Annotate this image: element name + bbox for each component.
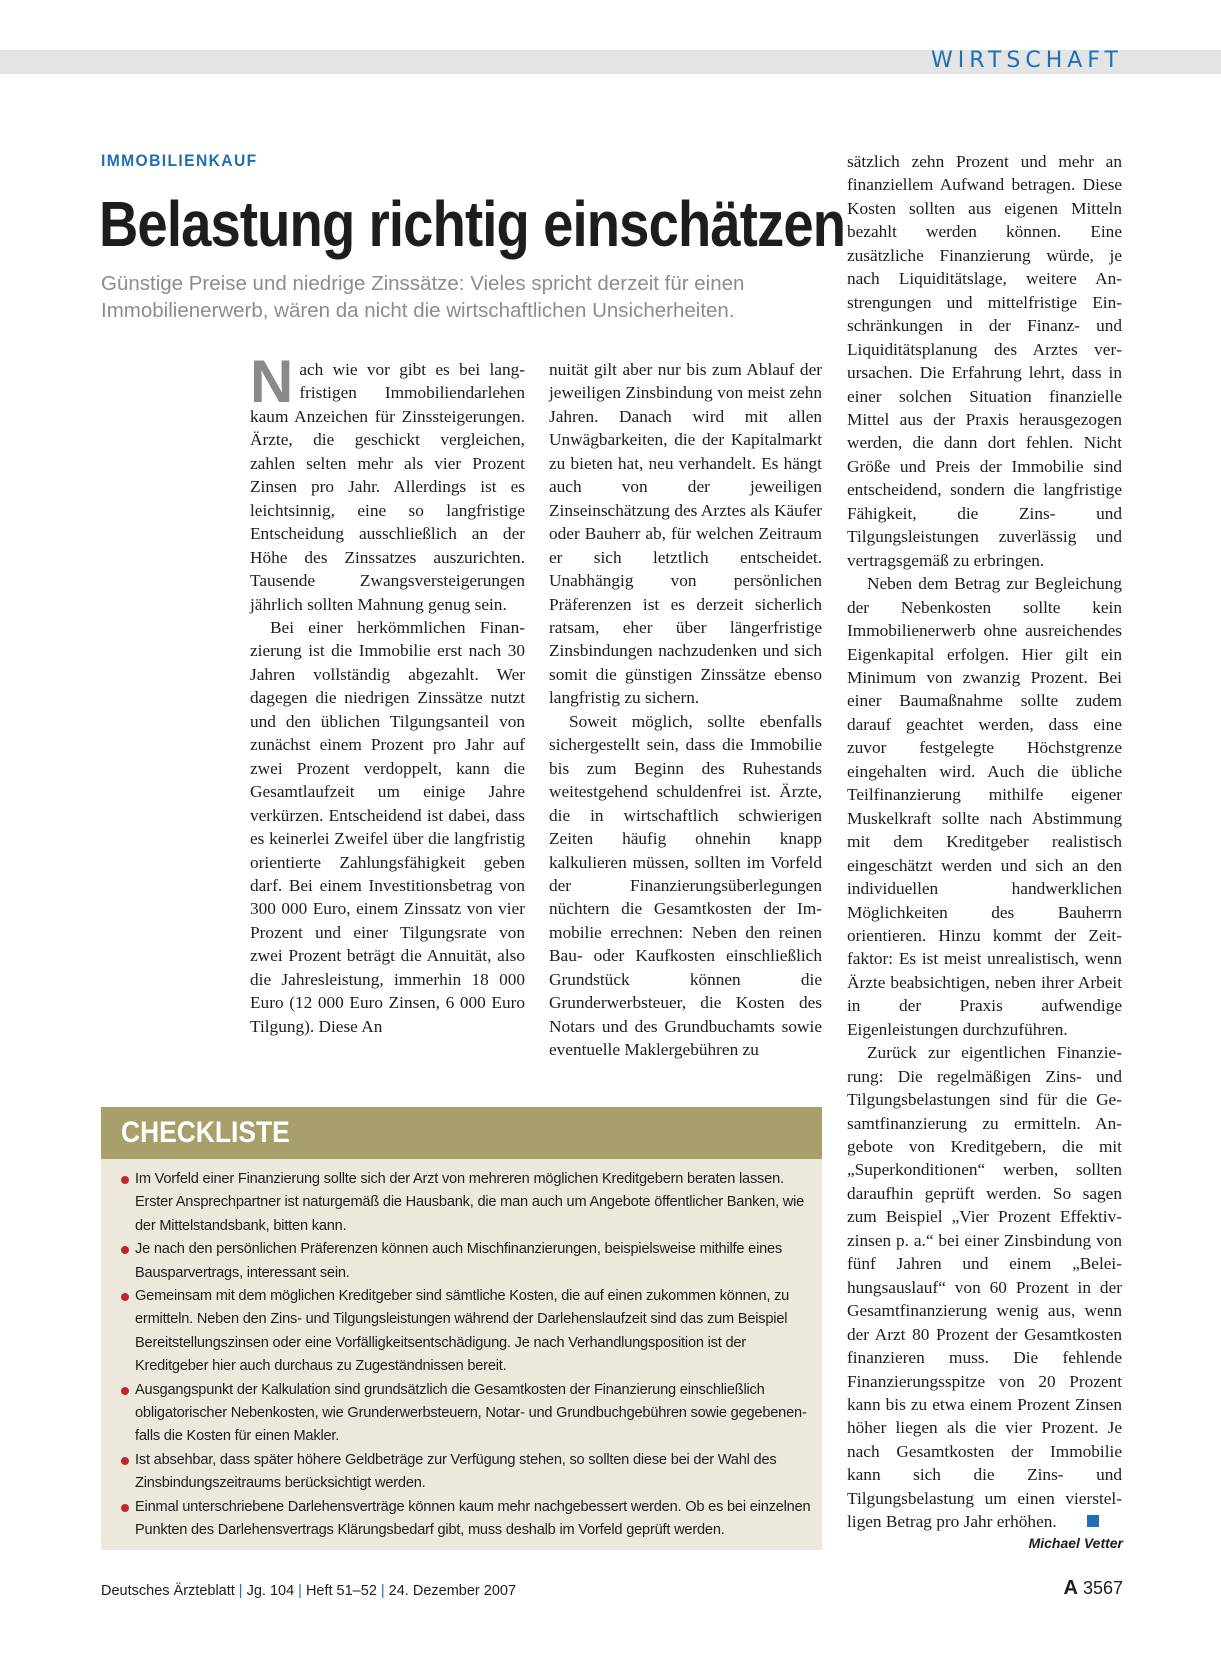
article-column-2 xyxy=(549,358,822,1062)
bullet-icon xyxy=(121,1176,129,1184)
page-number xyxy=(1063,1576,1123,1600)
bullet-icon xyxy=(121,1457,129,1465)
footer-citation xyxy=(101,1581,516,1601)
journal-volume: Jg. 104 xyxy=(246,1583,295,1599)
page-prefix: A xyxy=(1063,1577,1078,1599)
checklist-item-text: Einmal unterschriebene Darlehensverträge können kaum mehr nachgebessert werden. Ob es bei einzelnen Punkten des Darlehensvertrags Klärungsbedarf gibt, muss deshalb im Vorfeld geprüft werden. xyxy=(135,1498,811,1539)
checklist-item-text: Je nach den persönlichen Präferenzen können auch Mischfinanzierungen, beispielsweise mithilfe eines Bausparvertrags, interessant sein. xyxy=(135,1241,783,1281)
end-mark-icon xyxy=(1087,1515,1099,1527)
checklist-item-text: Gemeinsam mit dem möglichen Kreditgeber sind sämtliche Kosten, die auf einen zukommen können, zu ermitteln. Neben den Zins- und Tilgungsleistungen während der Darlehenslaufzeit sind das zum Beispiel Bereitstellungszinsen oder eine Vorfälligkeitsentschädigung. Je nach Verhandlungsposition ist der Kreditgeber hier auch durchaus zu Zugeständnissen bereit. xyxy=(135,1288,790,1375)
divider: | xyxy=(298,1583,302,1599)
paragraph-text: Zurück zur eigentlichen Finanzierung: Die regelmäßigen Zins- und Tilgungsbelastungen sind für die Gesamtfinanzierung zu ermitteln. Angebote von Kreditgebern, die mit „Superkonditionen“ werben, sollten daraufhin geprüft werden. So sagen zum Beispiel „Vier Prozent Effektivzinsen p. a.“ bei einer Zinsbindung von fünf Jahren und einem „Beleihungsauslauf“ von 60 Prozent in der Gesamtfinanzierung wenig aus, wenn der Arzt 80 Prozent der Gesamtkosten finanzieren muss. Die fehlende Finanzierungsspitze von 20 Prozent kann bis zu etwa einem Prozent Zinsen höher liegen als die vier Prozent. Je nach Gesamtkosten der Immobilie kann sich die Zins- und Tilgungsbelastung um einen vierstelligen Betrag pro Jahr erhöhen. xyxy=(847,1043,1122,1532)
paragraph: sätzlich zehn Prozent und mehr an finanziellem Aufwand betragen. Diese Kosten sollten aus eigenen Mitteln bezahlt werden können. Eine zusätzliche Finanzierung würde, je nach Liquiditätslage, weitere Anstrengungen und mittelfristige Einschränkungen in der Finanz- und Liquiditätsplanung des Arztes verursachen. Die Erfahrung lehrt, dass in einer solchen Situation finanzielle Mittel aus der Praxis herausgezogen werden, die dann dort fehlen. Nicht Größe und Preis der Immobilie sind entscheidend, sondern die langfristige Fähigkeit, die Zins- und Tilgungsleistungen zuverlässig und vertragsgemäß zu erbringen. xyxy=(847,152,1122,570)
bullet-icon xyxy=(121,1387,129,1395)
bullet-icon xyxy=(121,1293,129,1301)
checklist-box xyxy=(101,1107,822,1550)
paragraph: Neben dem Betrag zur Begleichung der Nebenkosten sollte kein Immobilienerwerb ohne ausreichendes Eigenkapital erfolgen. Hier gilt ein Minimum von zwanzig Prozent. Bei einer Baumaßnahme sollte zudem darauf geachtet werden, dass eine zuvor festgelegte Höchstgrenze eingehalten wird. Auch die übliche Teilfinanzierung mithilfe eigener Muskelkraft sollte nach Abstimmung mit dem Kreditgeber realistisch eingeschätzt werden und sich an den individuellen handwerklichen Möglichkeiten des Bauherrn orientieren. Hinzu kommt der Zeitfaktor: Es ist meist unrealistisch, wenn Ärzte beabsichtigen, neben ihrer Arbeit in der Praxis aufwendige Eigenleistungen durchzuführen. xyxy=(847,574,1122,1039)
paragraph: nuität gilt aber nur bis zum Ablauf der jeweiligen Zinsbindung von meist zehn Jahren. Danach wird mit allen Unwägbarkeiten, die der Kapitalmarkt zu bieten hat, neu verhandelt. Es hängt auch von der jeweiligen Zinseinschätzung des Arztes als Käufer oder Bauherr ab, für welchen Zeitraum er sich letztlich entscheidet. Unabhängig von persönlichen Präferenzen ist es derzeit sicherlich ratsam, eher über längerfristige Zinsbindungen nachzudenken und sich somit die günstigen Zinssätze ebenso langfristig zu sichern. xyxy=(549,360,822,708)
paragraph: Bei einer herkömmlichen Finanzierung ist die Immobilie erst nach 30 Jahren vollständig abgezahlt. Wer dagegen die niedrigen Zinssätze nutzt und den üblichen Tilgungsanteil von zunächst einem Prozent pro Jahr auf zwei Prozent verdoppelt, kann die Gesamtlaufzeit um einige Jahre verkürzen. Entscheidend ist dabei, dass es keinerlei Zweifel über die langfristig orientierte Zahlungsfähigkeit geben darf. Bei einem Investitionsbetrag von 300 000 Euro, einem Zinssatz von vier Prozent und einer Tilgungsrate von zwei Prozent beträgt die Annuität, also die Jahresleistung, immerhin 18 000 Euro (12 000 Euro Zinsen, 6 000 Euro Tilgung). Diese An xyxy=(250,617,525,1036)
checklist-title: CHECKLISTE xyxy=(121,1116,290,1149)
bullet-icon xyxy=(121,1246,129,1254)
article-column-3 xyxy=(847,150,1122,1534)
checklist-item-text: Ist absehbar, dass später höhere Geldbeträge zur Verfügung stehen, so sollten diese bei der Wahl des Zinsbindungszeitraums berücksichtigt werden. xyxy=(135,1451,777,1492)
article-lead: Günstige Preise und niedrige Zinssätze: Vieles spricht derzeit für einen Immobilienerwerb, wären da nicht die wirtschaftlichen Unsicherheiten. xyxy=(101,272,745,322)
section-label: WIRTSCHAFT xyxy=(931,48,1123,73)
page-number-value: 3567 xyxy=(1082,1578,1123,1598)
checklist-item xyxy=(121,1285,811,1379)
bullet-icon xyxy=(121,1504,129,1512)
author-name: Michael Vetter xyxy=(1028,1535,1123,1551)
checklist-item xyxy=(121,1496,811,1543)
paragraph-text: ach wie vor gibt es bei langfristigen Immobiliendarlehen kaum Anzeichen für Zinssteigerungen. Ärzte, die geschickt vergleichen, zahlen selten mehr als vier Prozent Zinsen pro Jahr. Allerdings ist es leichtsinnig, eine so langfristige Entscheidung ausschließlich an der Höhe des Zinssatzes auszurichten. Tausende Zwangsversteigerungen jährlich sollten Mahnung genug sein. xyxy=(250,360,525,614)
checklist-header xyxy=(101,1107,822,1159)
journal-name: Deutsches Ärzteblatt xyxy=(101,1583,235,1599)
checklist-item-text: Im Vorfeld einer Finanzierung sollte sich der Arzt von mehreren möglichen Kreditgebern beraten lassen. Erster Ansprechpartner ist naturgemäß die Hausbank, die man auch um Angebote öffentlicher Banken, wie der Mittelstandsbank, bitten kann. xyxy=(135,1171,805,1234)
dropcap: N xyxy=(250,348,294,415)
paragraph xyxy=(250,348,525,616)
checklist-item xyxy=(121,1379,811,1449)
paragraph xyxy=(847,1041,1122,1534)
checklist-item xyxy=(121,1238,811,1285)
checklist-list xyxy=(121,1168,811,1543)
paragraph: Soweit möglich, sollte ebenfalls sichergestellt sein, dass die Immobilie bis zum Beginn des Ruhestands weitestgehend schuldenfrei ist. Ärzte, die in wirtschaftlich schwierigen Zeiten häufig ohnehin knapp kalkulieren müssen, sollten im Vorfeld der Finanzierungsüberlegungen nüchtern die Gesamtkosten der Immobilie errechnen: Neben den reinen Bau- oder Kaufkosten einschließlich Grundstück können die Grunderwerbsteuer, die Kosten des Notars und des Grundbuchamts sowie eventuelle Maklergebühren zu xyxy=(549,711,822,1060)
checklist-item-text: Ausgangspunkt der Kalkulation sind grundsätzlich die Gesamtkosten der Finanzierung einschließlich obligatorischer Nebenkosten, wie Grunderwerbsteuern, Notar- und Grundbuchgebühren sowie gegebenenfalls die Kosten für einen Makler. xyxy=(135,1381,807,1445)
article-title: Belastung richtig einschätzen xyxy=(99,188,846,260)
divider: | xyxy=(380,1583,385,1599)
checklist-item xyxy=(121,1168,811,1238)
article-column-1 xyxy=(250,348,525,1038)
checklist-item xyxy=(121,1449,811,1496)
divider: | xyxy=(238,1583,243,1599)
article-kicker: IMMOBILIENKAUF xyxy=(101,151,258,170)
journal-issue: Heft 51–52 xyxy=(305,1583,377,1599)
publication-date: 24. Dezember 2007 xyxy=(388,1583,517,1599)
